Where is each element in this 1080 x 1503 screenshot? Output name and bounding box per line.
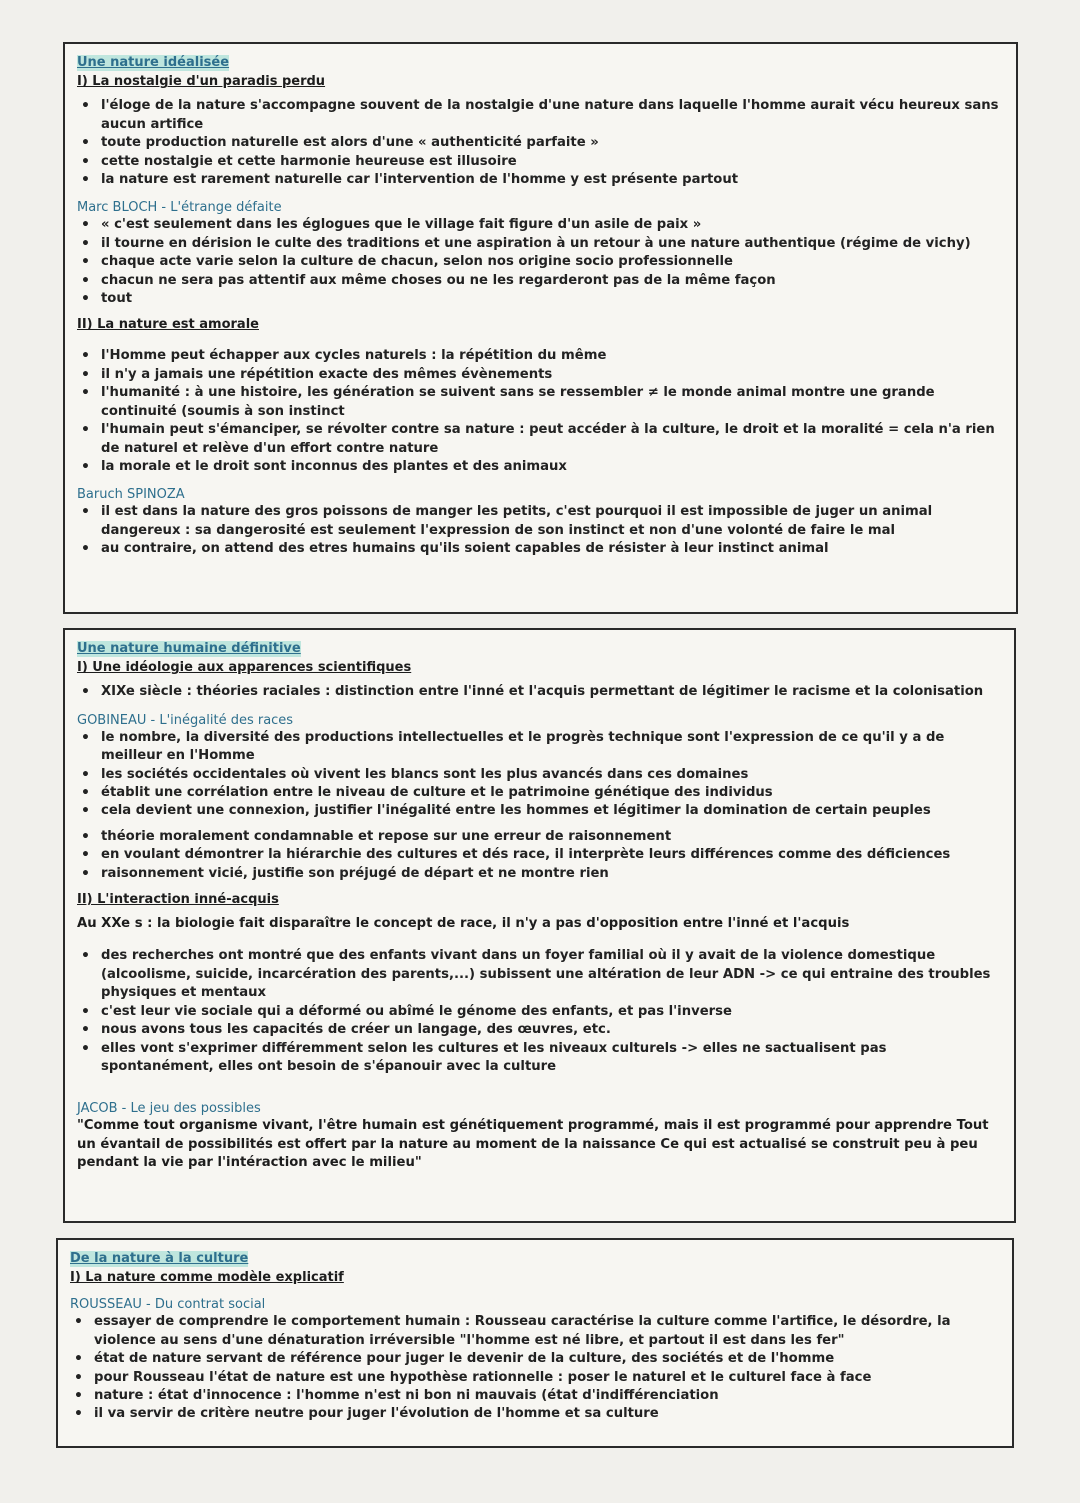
list-item: • le nombre, la diversité des productions intellectuelles et le progrès technique sont l'expression de ce qu'il y a de meilleur en l'Homme: [101, 729, 1000, 766]
part-heading: I) La nostalgie d'un paradis perdu: [77, 74, 326, 90]
list-item: • état de nature servant de référence pour juger le devenir de la culture, des sociétés et de l'homme: [94, 1350, 998, 1368]
list-item: • l'Homme peut échapper aux cycles naturels : la répétition du même: [101, 347, 1002, 365]
list-item: • établit une corrélation entre le niveau de culture et le patrimoine génétique des individus: [101, 784, 1000, 802]
part-heading: I) Une idéologie aux apparences scientifiques: [77, 660, 412, 676]
list-item: • pour Rousseau l'état de nature est une hypothèse rationnelle : poser le naturel et le culturel face à face: [94, 1369, 998, 1387]
section-box-nature-idealisee: [63, 42, 1018, 614]
section-title: Une nature idéalisée: [77, 55, 230, 70]
list-item: • théorie moralement condamnable et repose sur une erreur de raisonnement: [101, 828, 1000, 846]
list-item: • il va servir de critère neutre pour juger l'évolution de l'homme et sa culture: [94, 1405, 998, 1423]
list-item: • cela devient une connexion, justifier l'inégalité entre les hommes et légitimer la domination de certain peuples: [101, 802, 1000, 820]
author-heading: Marc BLOCH - L'étrange défaite: [77, 200, 282, 216]
list-item: • l'humain peut s'émanciper, se révolter contre sa nature : peut accéder à la culture, le droit et la moralité = cela n'a rien de naturel et relève d'un effort contre nature: [101, 421, 1002, 458]
bullet-list: [77, 347, 1002, 476]
section-box-nature-humaine: [63, 628, 1016, 1223]
list-item: • nous avons tous les capacités de créer un langage, des œuvres, etc.: [101, 1021, 1000, 1039]
list-item: • nature : état d'innocence : l'homme n'est ni bon ni mauvais (état d'indifférenciation: [94, 1387, 998, 1405]
bullet-list: [77, 216, 1002, 308]
bullet-list: [77, 97, 1002, 189]
section-title: Une nature humaine définitive: [77, 641, 301, 656]
list-item: • chacun ne sera pas attentif aux même choses ou ne les regarderont pas de la même façon: [101, 272, 1002, 290]
list-item: • XIXe siècle : théories raciales : distinction entre l'inné et l'acquis permettant de légitimer le racisme et la colonisation: [101, 683, 1000, 701]
author-heading: ROUSSEAU - Du contrat social: [70, 1297, 266, 1313]
bullet-list: [77, 503, 1002, 558]
part-heading: II) L'interaction inné-acquis: [77, 892, 279, 908]
list-item: • tout: [101, 290, 1002, 308]
list-item: • des recherches ont montré que des enfants vivant dans un foyer familial où il y avait de la violence domestique (alcoolisme, suicide, incarcération des parents,...) subissent une altération de leur ADN -> ce qui entraine des troubles physiques et mentaux: [101, 947, 1000, 1002]
list-item: • cette nostalgie et cette harmonie heureuse est illusoire: [101, 153, 1002, 171]
list-item: • il tourne en dérision le culte des traditions et une aspiration à un retour à une nature authentique (régime de vichy): [101, 235, 1002, 253]
list-item: • en voulant démontrer la hiérarchie des cultures et dés race, il interprète leurs différences comme des déficiences: [101, 846, 1000, 864]
part-heading: II) La nature est amorale: [77, 317, 259, 333]
list-item: • « c'est seulement dans les églogues que le village fait figure d'un asile de paix »: [101, 216, 1002, 234]
part-heading: I) La nature comme modèle explicatif: [70, 1270, 344, 1286]
section-box-nature-culture: [56, 1238, 1014, 1448]
author-heading: GOBINEAU - L'inégalité des races: [77, 712, 294, 728]
list-item: • au contraire, on attend des etres humains qu'ils soient capables de résister à leur instinct animal: [101, 540, 1002, 558]
quote-text: "Comme tout organisme vivant, l'être humain est génétiquement programmé, mais il est programmé pour apprendre Tout un évantail de possibilités est offert par la nature au moment de la naissance Ce qui est actualisé se construit peu à peu pendant la vie par l'intéraction avec le milieu": [77, 1118, 989, 1171]
list-item: • chaque acte varie selon la culture de chacun, selon nos origine socio professionnelle: [101, 253, 1002, 271]
list-item: • la nature est rarement naturelle car l'intervention de l'homme y est présente partout: [101, 171, 1002, 189]
intro-text: Au XXe s : la biologie fait disparaître le concept de race, il n'y a pas d'opposition entre l'inné et l'acquis: [77, 916, 850, 932]
bullet-list: [77, 683, 1000, 701]
list-item: • l'humanité : à une histoire, les génération se suivent sans se ressembler ≠ le monde animal montre une grande continuité (soumis à son instinct: [101, 384, 1002, 421]
list-item: • les sociétés occidentales où vivent les blancs sont les plus avancés dans ces domaines: [101, 766, 1000, 784]
bullet-list: [77, 828, 1000, 883]
section-title: De la nature à la culture: [70, 1251, 249, 1266]
list-item: • la morale et le droit sont inconnus des plantes et des animaux: [101, 458, 1002, 476]
author-heading: Baruch SPINOZA: [77, 487, 185, 503]
list-item: • elles vont s'exprimer différemment selon les cultures et les niveaux culturels -> elles ne sactualisent pas spontanément, elles ont besoin de s'épanouir avec la culture: [101, 1040, 1000, 1077]
list-item: • toute production naturelle est alors d'une « authenticité parfaite »: [101, 134, 1002, 152]
bullet-list: [70, 1313, 998, 1423]
list-item: • essayer de comprendre le comportement humain : Rousseau caractérise la culture comme l'artifice, le désordre, la violence au sens d'une dénaturation irréversible "l'homme est né libre, et partout il est dans les fer": [94, 1313, 998, 1350]
list-item: • raisonnement vicié, justifie son préjugé de départ et ne montre rien: [101, 865, 1000, 883]
list-item: • l'éloge de la nature s'accompagne souvent de la nostalgie d'une nature dans laquelle l'homme aurait vécu heureux sans aucun artifice: [101, 97, 1002, 134]
list-item: • il est dans la nature des gros poissons de manger les petits, c'est pourquoi il est impossible de juger un animal dangereux : sa dangerosité est seulement l'expression de son instinct et non d'une volonté de faire le mal: [101, 503, 1002, 540]
list-item: • c'est leur vie sociale qui a déformé ou abîmé le génome des enfants, et pas l'inverse: [101, 1003, 1000, 1021]
bullet-list: [77, 729, 1000, 821]
author-heading: JACOB - Le jeu des possibles: [77, 1101, 261, 1117]
bullet-list: [77, 947, 1000, 1076]
list-item: • il n'y a jamais une répétition exacte des mêmes évènements: [101, 366, 1002, 384]
